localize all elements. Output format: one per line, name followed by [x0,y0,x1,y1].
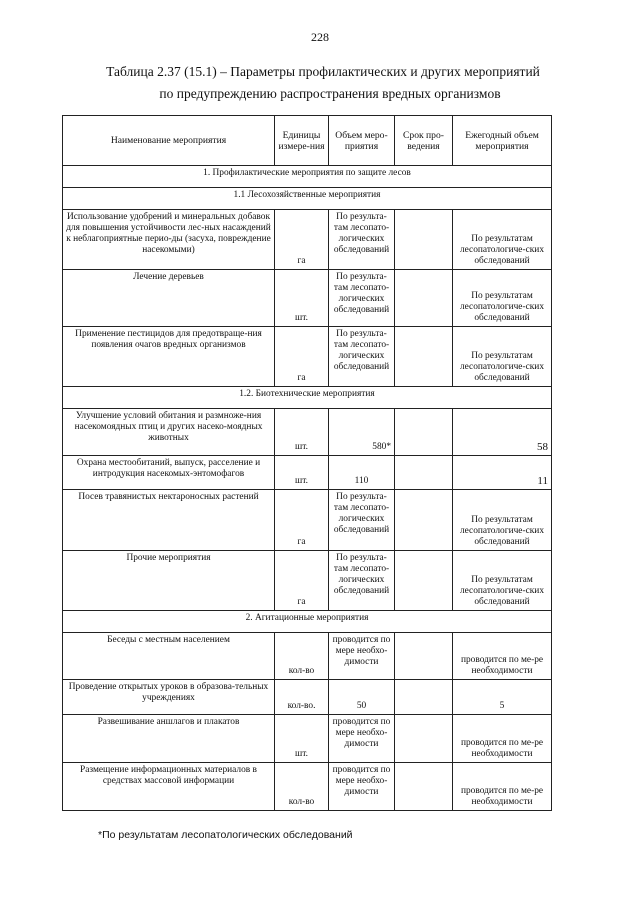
table-row [63,633,552,680]
cell-name: Улучшение условий обитания и размноже-ния насекомоядных птиц и других насеко-моядных животных [63,409,275,456]
cell-volume: проводится по мере необхо-димости [329,715,395,763]
cell-unit: шт. [275,270,329,327]
table-header-row [63,116,552,166]
cell-volume: 50 [329,680,395,715]
table-row [63,763,552,811]
page-number: 228 [311,30,329,44]
table-row [63,680,552,715]
cell-name: Беседы с местным населением [63,633,275,680]
table-row [63,210,552,270]
cell-name: Лечение деревьев [63,270,275,327]
cell-term [395,210,453,270]
cell-unit: га [275,551,329,611]
cell-unit: кол-во [275,763,329,811]
table-title-line1: Таблица 2.37 (15.1) – Параметры профилактических и других мероприятий [106,64,540,79]
cell-annual: проводится по ме-ре необходимости [453,633,552,680]
table-row [63,715,552,763]
measures-table [62,115,552,811]
cell-annual: По результатам лесопатологиче-ских обследований [453,270,552,327]
subsection-title: 1.2. Биотехнические мероприятия [63,387,552,409]
cell-name: Проведение открытых уроков в образова-тельных учреждениях [63,680,275,715]
section-row [63,611,552,633]
table-title-line2: по предупреждению распространения вредных организмов [159,86,501,101]
cell-volume: По результа-там лесопато-логических обследований [329,490,395,551]
table-row [63,551,552,611]
cell-unit: га [275,210,329,270]
cell-name: Посев травянистых нектароносных растений [63,490,275,551]
footnote: *По результатам лесопатологических обследований [98,829,353,841]
section-title: 1. Профилактические мероприятия по защите лесов [63,166,552,188]
section-row [63,166,552,188]
cell-unit: га [275,490,329,551]
cell-unit: кол-во. [275,680,329,715]
cell-annual: 58 [453,409,552,456]
header-annual: Ежегодный объем мероприятия [453,116,552,166]
subsection-row [63,387,552,409]
cell-annual: По результатам лесопатологиче-ских обследований [453,210,552,270]
cell-term [395,680,453,715]
header-volume: Объем меро-приятия [329,116,395,166]
cell-volume: По результа-там лесопато-логических обследований [329,210,395,270]
cell-unit: шт. [275,715,329,763]
cell-name: Развешивание аншлагов и плакатов [63,715,275,763]
table-row [63,456,552,490]
cell-term [395,270,453,327]
cell-name: Размещение информационных материалов в средствах массовой информации [63,763,275,811]
table-row [63,270,552,327]
cell-annual: По результатам лесопатологиче-ских обследований [453,490,552,551]
cell-term [395,715,453,763]
cell-volume: 110 [329,456,395,490]
subsection-row [63,188,552,210]
header-name: Наименование мероприятия [63,116,275,166]
cell-annual: 11 [453,456,552,490]
header-unit: Единицы измере-ния [275,116,329,166]
subsection-title: 1.1 Лесохозяйственные мероприятия [63,188,552,210]
cell-term [395,633,453,680]
cell-annual: По результатам лесопатологиче-ских обследований [453,327,552,387]
cell-volume: По результа-там лесопато-логических обследований [329,551,395,611]
header-term: Срок про-ведения [395,116,453,166]
cell-annual: По результатам лесопатологиче-ских обследований [453,551,552,611]
cell-annual: проводится по ме-ре необходимости [453,763,552,811]
cell-term [395,551,453,611]
cell-annual: проводится по ме-ре необходимости [453,715,552,763]
cell-name: Прочие мероприятия [63,551,275,611]
cell-term [395,327,453,387]
cell-term [395,456,453,490]
cell-name: Охрана местообитаний, выпуск, расселение и интродукция насекомых-энтомофагов [63,456,275,490]
cell-name: Применение пестицидов для предотвраще-ния появления очагов вредных организмов [63,327,275,387]
cell-unit: кол-во [275,633,329,680]
cell-term [395,763,453,811]
cell-unit: шт. [275,409,329,456]
cell-unit: га [275,327,329,387]
cell-volume: 580* [329,409,395,456]
section-title: 2. Агитационные мероприятия [63,611,552,633]
cell-term [395,490,453,551]
table-row [63,327,552,387]
table-row [63,490,552,551]
cell-unit: шт. [275,456,329,490]
table-row [63,409,552,456]
cell-annual: 5 [453,680,552,715]
cell-volume: проводится по мере необхо-димости [329,633,395,680]
cell-volume: По результа-там лесопато-логических обследований [329,270,395,327]
cell-volume: По результа-там лесопато-логических обследований [329,327,395,387]
cell-volume: проводится по мере необхо-димости [329,763,395,811]
cell-term [395,409,453,456]
cell-name: Использование удобрений и минеральных добавок для повышения устойчивости лес-ных насаждений к неблагоприятные перио-ды (засуха, повреждение насекомыми) [63,210,275,270]
